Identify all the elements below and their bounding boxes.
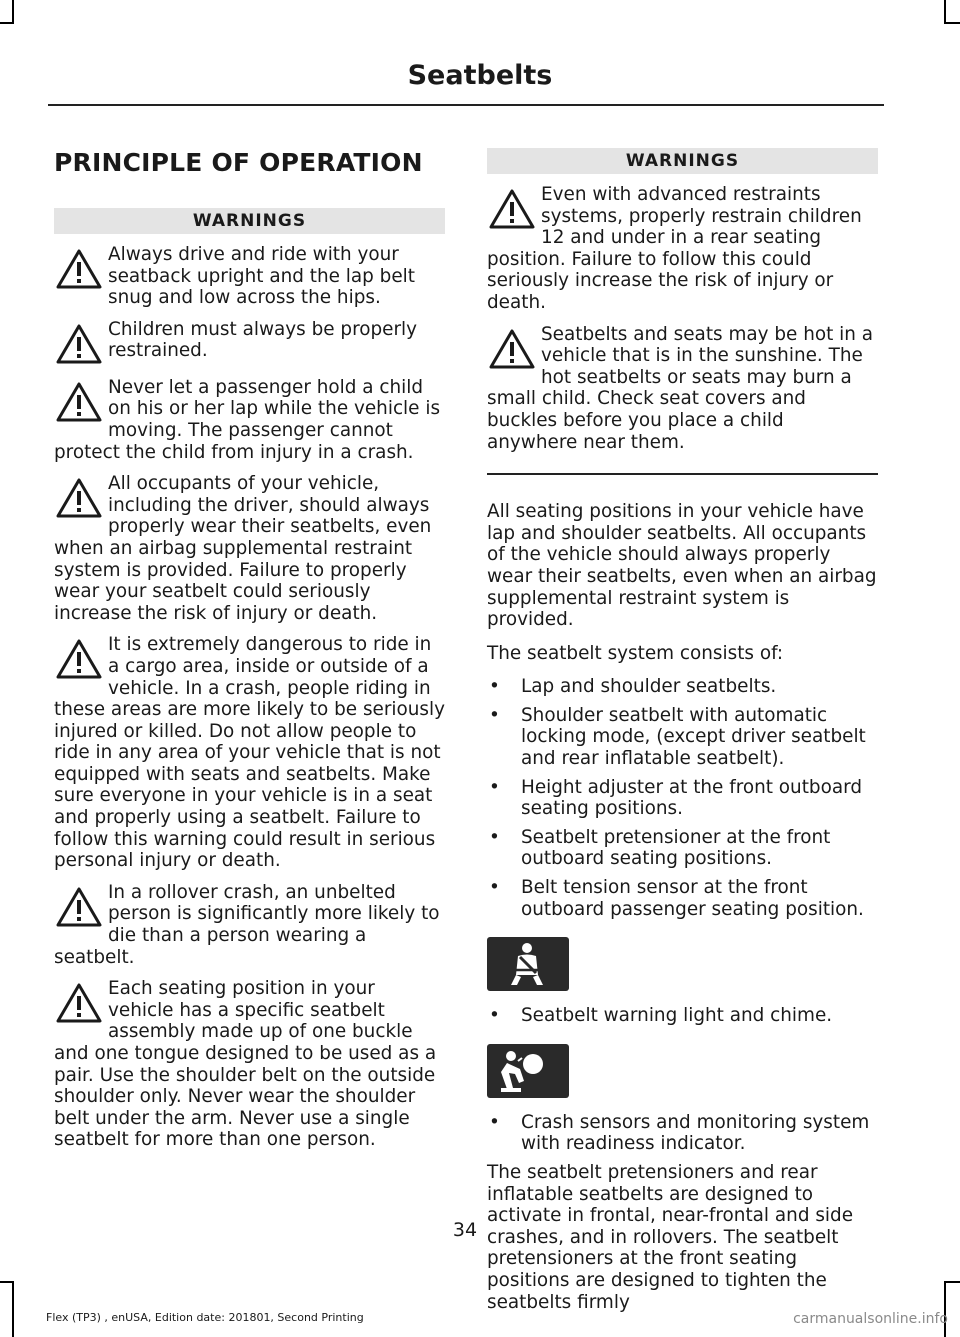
crop-mark bbox=[944, 1281, 960, 1283]
warning-item bbox=[54, 882, 445, 968]
warning-item bbox=[54, 473, 445, 624]
seatbelt-light-list bbox=[487, 1005, 878, 1027]
warning-text: Each seating position in your vehicle has a specific seatbelt assembly made up of one buckle and one tongue designed to be used as a pair. Use the shoulder belt on the outside shoulder only. Never wear the shoulder belt under the arm. Never use a single seatbelt for more than one person. bbox=[54, 978, 437, 1151]
list-item: • Shoulder seatbelt with automatic locking mode, (except driver seatbelt and rear inflatable seatbelt). bbox=[487, 705, 878, 770]
warning-item bbox=[487, 324, 878, 454]
list-item: • Seatbelt pretensioner at the front outboard seating positions. bbox=[487, 827, 878, 870]
watermark-text: carmanualsonline.info bbox=[793, 1311, 948, 1327]
list-item: • Height adjuster at the front outboard seating positions. bbox=[487, 777, 878, 820]
warning-text: All occupants of your vehicle, including the driver, should always properly wear their seatbelts, even when an airbag supplemental restraint system is provided. Failure to properly wear your seatbelt could seriously increase the risk of injury or death. bbox=[54, 473, 432, 624]
crop-mark bbox=[944, 22, 960, 24]
header-divider bbox=[48, 104, 884, 106]
section-title: PRINCIPLE OF OPERATION bbox=[54, 148, 423, 177]
crop-mark bbox=[944, 0, 946, 22]
warning-triangle-icon bbox=[54, 884, 104, 930]
warning-item bbox=[487, 184, 878, 314]
warning-text: Children must always be properly restrained. bbox=[108, 318, 418, 362]
warning-item bbox=[54, 634, 445, 872]
list-item: • Seatbelt warning light and chime. bbox=[487, 1005, 878, 1027]
component-list bbox=[487, 676, 878, 920]
crop-mark bbox=[944, 1281, 946, 1337]
warning-item bbox=[54, 978, 445, 1151]
warning-item bbox=[54, 377, 445, 463]
warning-triangle-icon bbox=[54, 379, 104, 425]
consists-label: The seatbelt system consists of: bbox=[487, 642, 784, 664]
crop-mark bbox=[12, 1281, 14, 1337]
right-column bbox=[487, 148, 878, 1325]
warning-triangle-icon bbox=[487, 186, 537, 232]
warning-triangle-icon bbox=[54, 636, 104, 682]
crop-mark bbox=[0, 1281, 14, 1283]
closing-paragraph: The seatbelt pretensioners and rear inflatable seatbelts are designed to activate in frontal, near-frontal and side crashes, and in rollovers. The seatbelt pretensioners at the front seating positions are designed to tighten the seatbelts firmly bbox=[487, 1162, 854, 1313]
seatbelt-warning-lamp-icon bbox=[487, 937, 569, 991]
warning-text: Always drive and ride with your seatback upright and the lap belt snug and low across the hips. bbox=[108, 244, 415, 309]
warnings-header: WARNINGS bbox=[54, 208, 445, 234]
warning-item bbox=[54, 319, 445, 367]
warning-text: It is extremely dangerous to ride in a cargo area, inside or outside of a vehicle. In a crash, people riding in these areas are more likely to be seriously injured or killed. Do not allow people to ride in any area of your vehicle that is not equipped with seats and seatbelts. Make sure everyone in your vehicle is in a seat and properly using a seatbelt. Failure to follow this warning could result in serious personal injury or death. bbox=[54, 634, 445, 872]
crash-sensor-list bbox=[487, 1112, 878, 1155]
warning-text: In a rollover crash, an unbelted person is significantly more likely to die than a person wearing a seatbelt. bbox=[54, 881, 440, 968]
crop-mark bbox=[12, 0, 14, 22]
airbag-warning-lamp-icon bbox=[487, 1044, 569, 1098]
warning-triangle-icon bbox=[487, 326, 537, 372]
warning-text: Never let a passenger hold a child on his or her lap while the vehicle is moving. The passenger cannot protect the child from injury in a crash. bbox=[54, 376, 441, 463]
warning-triangle-icon bbox=[54, 246, 104, 292]
list-item: • Crash sensors and monitoring system with readiness indicator. bbox=[487, 1112, 878, 1155]
warning-text: Seatbelts and seats may be hot in a vehicle that is in the sunshine. The hot seatbelts or seats may burn a small child. Check seat covers and buckles before you place a child anywhere near them. bbox=[487, 323, 874, 453]
warning-text: Even with advanced restraints systems, properly restrain children 12 and under in a rear seating position. Failure to follow this could seriously increase the risk of injury or death. bbox=[487, 184, 862, 313]
section-divider bbox=[487, 473, 878, 475]
page-number: 34 bbox=[452, 1219, 478, 1241]
left-column bbox=[54, 148, 445, 1151]
crop-mark bbox=[0, 22, 14, 24]
list-item: • Belt tension sensor at the front outboard passenger seating position. bbox=[487, 877, 878, 920]
intro-paragraph: All seating positions in your vehicle have lap and shoulder seatbelts. All occupants of the vehicle should always properly wear their seatbelts, even when an airbag supplemental restraint system is provided. bbox=[487, 501, 877, 631]
warnings-header: WARNINGS bbox=[487, 148, 878, 174]
warning-triangle-icon bbox=[54, 321, 104, 367]
warning-triangle-icon bbox=[54, 475, 104, 521]
edition-footer: Flex (TP3) , enUSA, Edition date: 201801, Second Printing bbox=[46, 1311, 364, 1324]
warning-triangle-icon bbox=[54, 980, 104, 1026]
page-header-title: Seatbelts bbox=[407, 60, 553, 91]
warning-item bbox=[54, 244, 445, 309]
list-item: • Lap and shoulder seatbelts. bbox=[487, 676, 878, 698]
